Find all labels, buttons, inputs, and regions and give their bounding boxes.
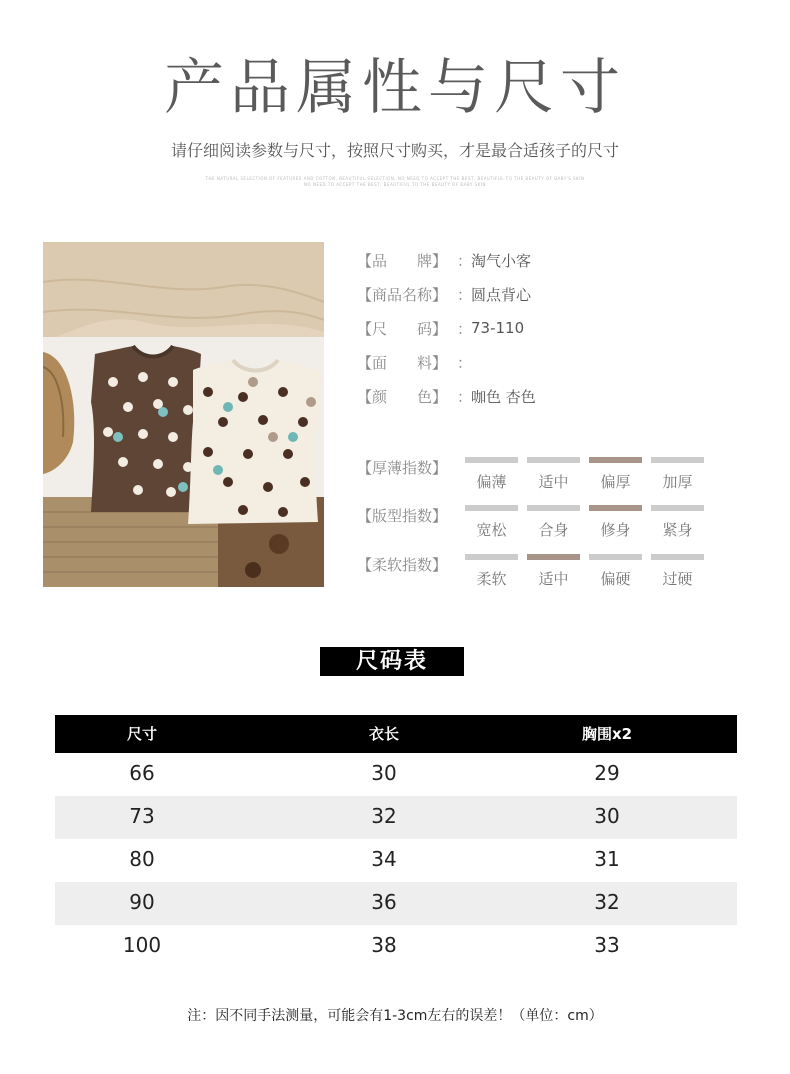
index-option-label: 加厚 xyxy=(662,473,693,491)
index-bar xyxy=(465,505,518,511)
index-bar xyxy=(651,505,704,511)
index-bar xyxy=(651,554,704,560)
index-option-label: 合身 xyxy=(538,521,569,539)
index-bar xyxy=(651,457,704,463)
cell-size: 90 xyxy=(129,890,155,914)
index-label: 【柔软指数】 xyxy=(357,556,448,574)
table-row xyxy=(55,796,737,839)
index-bar xyxy=(527,457,580,463)
index-bar xyxy=(465,457,518,463)
measurement-note: 注：因不同手法测量，可能会有1-3cm左右的误差！（单位：cm） xyxy=(187,1008,603,1024)
index-option xyxy=(589,554,642,589)
index-option-label: 适中 xyxy=(538,570,569,588)
attribute-label: 【颜 色】 xyxy=(357,387,448,406)
index-option xyxy=(527,554,580,589)
index-option xyxy=(465,505,518,540)
table-row xyxy=(55,925,737,968)
page-subtitle: 请仔细阅读参数与尺寸，按照尺寸购买，才是最合适孩子的尺寸 xyxy=(170,141,619,160)
index-option-label: 紧身 xyxy=(662,521,693,539)
column-header-size: 尺寸 xyxy=(126,725,157,743)
attribute-value: 咖色 杏色 xyxy=(471,387,536,406)
attribute-color xyxy=(357,379,677,413)
index-bar xyxy=(589,505,642,511)
cell-size: 66 xyxy=(129,761,155,785)
attribute-value: 淘气小客 xyxy=(471,251,532,270)
attribute-label: 【品 牌】 xyxy=(357,251,448,270)
cell-size: 80 xyxy=(129,847,155,871)
attribute-list xyxy=(357,243,677,413)
index-option-label: 偏硬 xyxy=(600,570,631,588)
cell-chest: 32 xyxy=(594,890,620,914)
index-option-label: 适中 xyxy=(538,473,569,491)
page-title: 产品属性与尺寸 xyxy=(164,53,626,123)
table-row xyxy=(55,882,737,925)
table-row xyxy=(55,839,737,882)
cell-size: 73 xyxy=(129,804,155,828)
index-option xyxy=(465,457,518,492)
attribute-label: 【面 料】 xyxy=(357,353,448,372)
attribute-value: 圆点背心 xyxy=(471,285,532,304)
index-option-label: 柔软 xyxy=(476,570,507,588)
index-bar xyxy=(527,554,580,560)
attribute-label: 【尺 码】 xyxy=(357,319,448,338)
index-option xyxy=(527,457,580,492)
index-option-label: 宽松 xyxy=(476,521,507,539)
index-label: 【版型指数】 xyxy=(357,507,448,525)
index-option-label: 偏薄 xyxy=(476,473,507,491)
column-header-length: 衣长 xyxy=(368,725,399,743)
index-bar xyxy=(589,554,642,560)
index-option xyxy=(651,457,704,492)
attribute-product-name xyxy=(357,277,677,311)
index-bar xyxy=(465,554,518,560)
cell-chest: 33 xyxy=(594,933,620,957)
cell-chest: 31 xyxy=(594,847,620,871)
cell-length: 38 xyxy=(371,933,397,957)
attribute-value: 73-110 xyxy=(471,319,525,337)
index-option-label: 过硬 xyxy=(662,570,693,588)
column-header-chest: 胸围x2 xyxy=(581,725,633,743)
cell-length: 32 xyxy=(371,804,397,828)
attribute-colon: ： xyxy=(457,285,473,304)
decorative-fineprint-1: THE NATURAL SELECTION OF FEATURES AND COTTON, BEAUTIFUL SELECTION, NO NEED TO ACCEPT THE BEST, BEAUTIFUL TO THE BEAUTY OF BABY'S SKIN xyxy=(205,176,585,181)
attribute-label: 【商品名称】 xyxy=(357,285,448,304)
index-option-label: 修身 xyxy=(600,521,631,539)
cell-length: 34 xyxy=(371,847,397,871)
attribute-brand xyxy=(357,243,677,277)
index-bar xyxy=(527,505,580,511)
attribute-fabric xyxy=(357,345,677,379)
index-option-label: 偏厚 xyxy=(600,473,631,491)
cell-chest: 29 xyxy=(594,761,620,785)
attribute-colon: ： xyxy=(457,387,473,406)
cell-length: 36 xyxy=(371,890,397,914)
cell-size: 100 xyxy=(122,933,162,957)
index-option xyxy=(589,505,642,540)
attribute-size xyxy=(357,311,677,345)
size-table xyxy=(55,715,737,968)
index-option xyxy=(651,505,704,540)
cell-length: 30 xyxy=(371,761,397,785)
attribute-colon: ： xyxy=(457,251,473,270)
size-table-header xyxy=(55,715,737,753)
index-option xyxy=(651,554,704,589)
index-option xyxy=(527,505,580,540)
index-option xyxy=(589,457,642,492)
table-row xyxy=(55,753,737,796)
decorative-fineprint-2: NO NEED TO ACCEPT THE BEST, BEAUTIFUL TO THE BEAUTY OF BABY SKIN xyxy=(304,182,486,187)
index-option xyxy=(465,554,518,589)
index-label: 【厚薄指数】 xyxy=(357,459,448,477)
index-bar xyxy=(589,457,642,463)
size-chart-heading: 尺码表 xyxy=(320,647,464,676)
product-photo xyxy=(43,242,324,587)
attribute-colon: ： xyxy=(457,353,473,372)
attribute-colon: ： xyxy=(457,319,473,338)
cell-chest: 30 xyxy=(594,804,620,828)
